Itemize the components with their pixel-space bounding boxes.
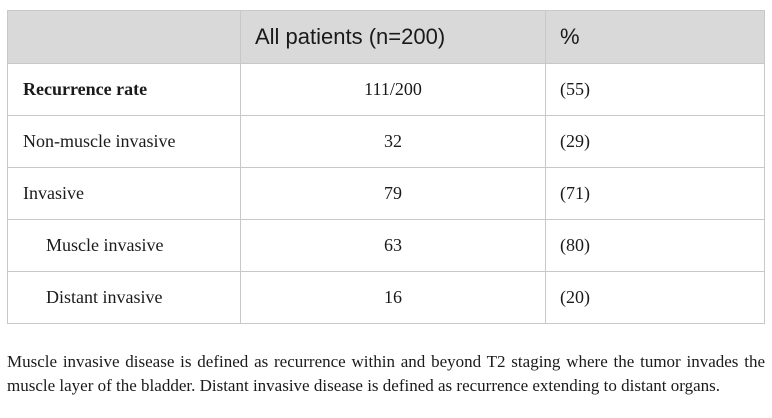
row-count: 79: [241, 168, 546, 220]
recurrence-table: [7, 10, 765, 324]
table-row: [8, 220, 765, 272]
row-percent: (55): [546, 64, 765, 116]
row-label: Recurrence rate: [8, 64, 241, 116]
table-row: [8, 168, 765, 220]
row-count: 63: [241, 220, 546, 272]
table-row: [8, 116, 765, 168]
table-row: [8, 272, 765, 324]
table-footnote: Muscle invasive disease is defined as recurrence within and beyond T2 staging where the tumor invades the muscle layer of the bladder. Distant invasive disease is defined as recurrence extending to distant organs.: [7, 352, 765, 395]
row-percent: (29): [546, 116, 765, 168]
row-count: 16: [241, 272, 546, 324]
row-percent: (71): [546, 168, 765, 220]
row-count: 111/200: [241, 64, 546, 116]
recurrence-table-container: [7, 10, 764, 324]
row-percent: (20): [546, 272, 765, 324]
row-label: Invasive: [8, 168, 241, 220]
header-cell-label: [8, 11, 241, 64]
row-label: Muscle invasive: [8, 220, 241, 272]
table-header-row: [8, 11, 765, 64]
table-row: [8, 64, 765, 116]
header-cell-all-patients: All patients (n=200): [241, 11, 546, 64]
row-label: Non-muscle invasive: [8, 116, 241, 168]
row-count: 32: [241, 116, 546, 168]
row-label: Distant invasive: [8, 272, 241, 324]
header-cell-percent: %: [546, 11, 765, 64]
row-percent: (80): [546, 220, 765, 272]
